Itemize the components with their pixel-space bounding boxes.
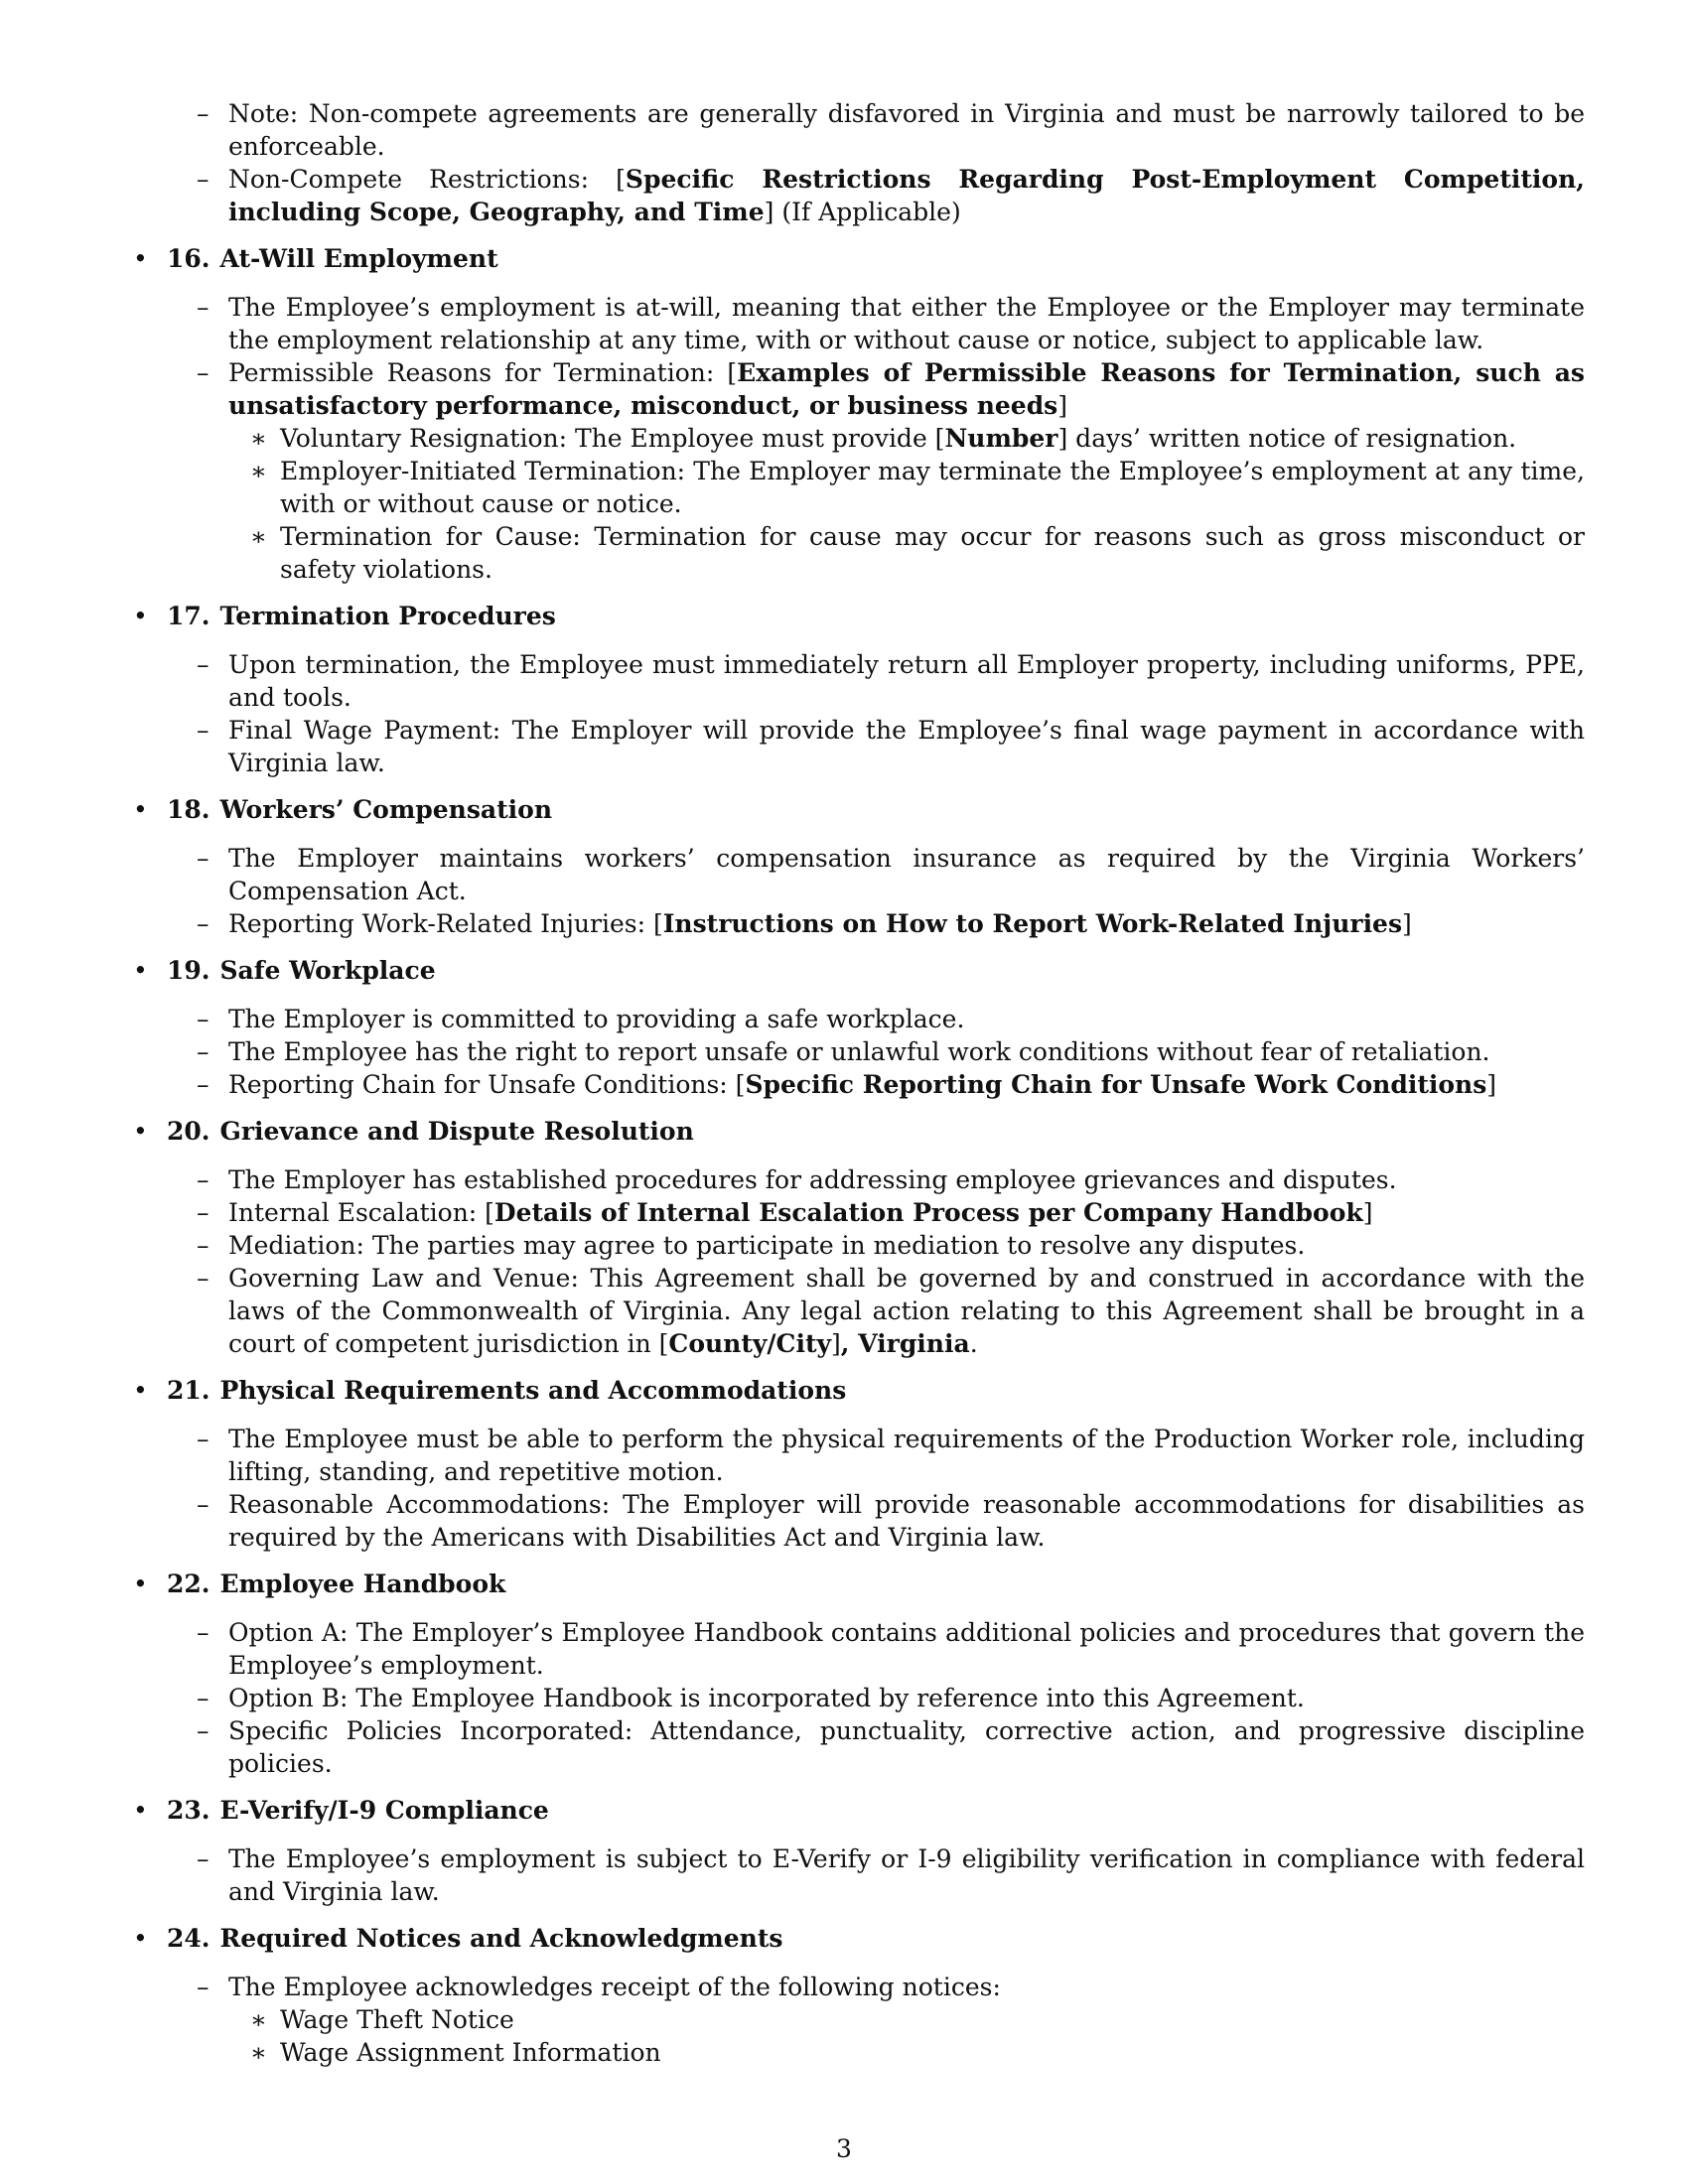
section-21 bbox=[133, 1374, 1585, 1554]
section-23 bbox=[133, 1794, 1585, 1908]
sub-list-item: ∗ Voluntary Resignation: The Employee must provide [Number] days’ written notice of resignation. bbox=[133, 422, 1585, 455]
list-item: – The Employee’s employment is subject to E-Verify or I-9 eligibility verification in compliance with federal and Virginia law. bbox=[133, 1843, 1585, 1908]
list-item: – Internal Escalation: [Details of Internal Escalation Process per Company Handbook] bbox=[133, 1196, 1585, 1229]
list-item: – Governing Law and Venue: This Agreement shall be governed by and construed in accordance with the laws of the Commonwealth of Virginia. Any legal action relating to this Agreement shall be brought in a court of competent jurisdiction in [County/City], Virginia. bbox=[133, 1262, 1585, 1360]
list-item: – The Employee has the right to report unsafe or unlawful work conditions without fear of retaliation. bbox=[133, 1035, 1585, 1068]
section-17 bbox=[133, 600, 1585, 779]
section-heading: • 21. Physical Requirements and Accommodations bbox=[133, 1374, 1585, 1407]
sub-list-item: ∗ Termination for Cause: Termination for cause may occur for reasons such as gross misconduct or safety violations. bbox=[133, 520, 1585, 586]
section-16 bbox=[133, 242, 1585, 586]
list-item: – Mediation: The parties may agree to participate in mediation to resolve any disputes. bbox=[133, 1229, 1585, 1262]
list-item: – The Employer maintains workers’ compensation insurance as required by the Virginia Workers’ Compensation Act. bbox=[133, 842, 1585, 907]
section-heading: • 17. Termination Procedures bbox=[133, 600, 1585, 632]
sub-list-item: ∗ Wage Theft Notice bbox=[133, 2003, 1585, 2036]
sub-list-item: ∗ Wage Assignment Information bbox=[133, 2036, 1585, 2069]
document-body bbox=[133, 97, 1585, 2069]
list-item: – Permissible Reasons for Termination: [Examples of Permissible Reasons for Termination, such as unsatisfactory performance, misconduct, or business needs] ∗ Voluntary Resignation: The Employee must provide [Number] days’ written notice of resignation. ∗ Employer-Initiated Termination: The Employer may terminate the Employee’s employment at any time, with or without cause or notice. ∗ Termination for Cause: Termination for cause may occur for reasons such as gross misconduct or safety violations. bbox=[133, 356, 1585, 586]
list-item: – Reporting Work-Related Injuries: [Instructions on How to Report Work-Related Injuries] bbox=[133, 907, 1585, 940]
list-item: – The Employee must be able to perform the physical requirements of the Production Worker role, including lifting, standing, and repetitive motion. bbox=[133, 1423, 1585, 1488]
section-20 bbox=[133, 1115, 1585, 1360]
section-22 bbox=[133, 1568, 1585, 1780]
section-24 bbox=[133, 1922, 1585, 2069]
continued-items bbox=[133, 97, 1585, 228]
list-item: – The Employer has established procedures for addressing employee grievances and disputes. bbox=[133, 1163, 1585, 1196]
list-item: – The Employee acknowledges receipt of the following notices: ∗ Wage Theft Notice ∗ Wage Assignment Information bbox=[133, 1971, 1585, 2069]
list-item: – Specific Policies Incorporated: Attendance, punctuality, corrective action, and progressive discipline policies. bbox=[133, 1714, 1585, 1780]
section-18 bbox=[133, 793, 1585, 940]
list-item: – Reporting Chain for Unsafe Conditions: [Specific Reporting Chain for Unsafe Work Conditions] bbox=[133, 1068, 1585, 1101]
section-heading: • 23. E-Verify/I-9 Compliance bbox=[133, 1794, 1585, 1827]
list-item: – Final Wage Payment: The Employer will provide the Employee’s final wage payment in accordance with Virginia law. bbox=[133, 714, 1585, 779]
list-item: – The Employer is committed to providing a safe workplace. bbox=[133, 1003, 1585, 1035]
list-item: – The Employee’s employment is at-will, meaning that either the Employee or the Employer may terminate the employment relationship at any time, with or without cause or notice, subject to applicable law. bbox=[133, 291, 1585, 356]
page-number: 3 bbox=[836, 2134, 852, 2163]
list-item: – Non-Compete Restrictions: [Specific Restrictions Regarding Post-Employment Competition, including Scope, Geography, and Time] (If Applicable) bbox=[133, 163, 1585, 228]
section-heading: • 18. Workers’ Compensation bbox=[133, 793, 1585, 826]
list-item: – Option B: The Employee Handbook is incorporated by reference into this Agreement. bbox=[133, 1682, 1585, 1714]
list-item: – Upon termination, the Employee must immediately return all Employer property, including uniforms, PPE, and tools. bbox=[133, 648, 1585, 714]
section-heading: • 19. Safe Workplace bbox=[133, 954, 1585, 987]
section-heading: • 20. Grievance and Dispute Resolution bbox=[133, 1115, 1585, 1148]
section-19 bbox=[133, 954, 1585, 1101]
section-heading: • 24. Required Notices and Acknowledgments bbox=[133, 1922, 1585, 1955]
sub-list-item: ∗ Employer-Initiated Termination: The Employer may terminate the Employee’s employment at any time, with or without cause or notice. bbox=[133, 455, 1585, 520]
list-item: – Reasonable Accommodations: The Employer will provide reasonable accommodations for disabilities as required by the Americans with Disabilities Act and Virginia law. bbox=[133, 1488, 1585, 1554]
list-item: – Note: Non-compete agreements are generally disfavored in Virginia and must be narrowly tailored to be enforceable. bbox=[133, 97, 1585, 163]
list-item: – Option A: The Employer’s Employee Handbook contains additional policies and procedures that govern the Employee’s employment. bbox=[133, 1616, 1585, 1682]
section-heading: • 22. Employee Handbook bbox=[133, 1568, 1585, 1600]
section-heading: • 16. At-Will Employment bbox=[133, 242, 1585, 275]
